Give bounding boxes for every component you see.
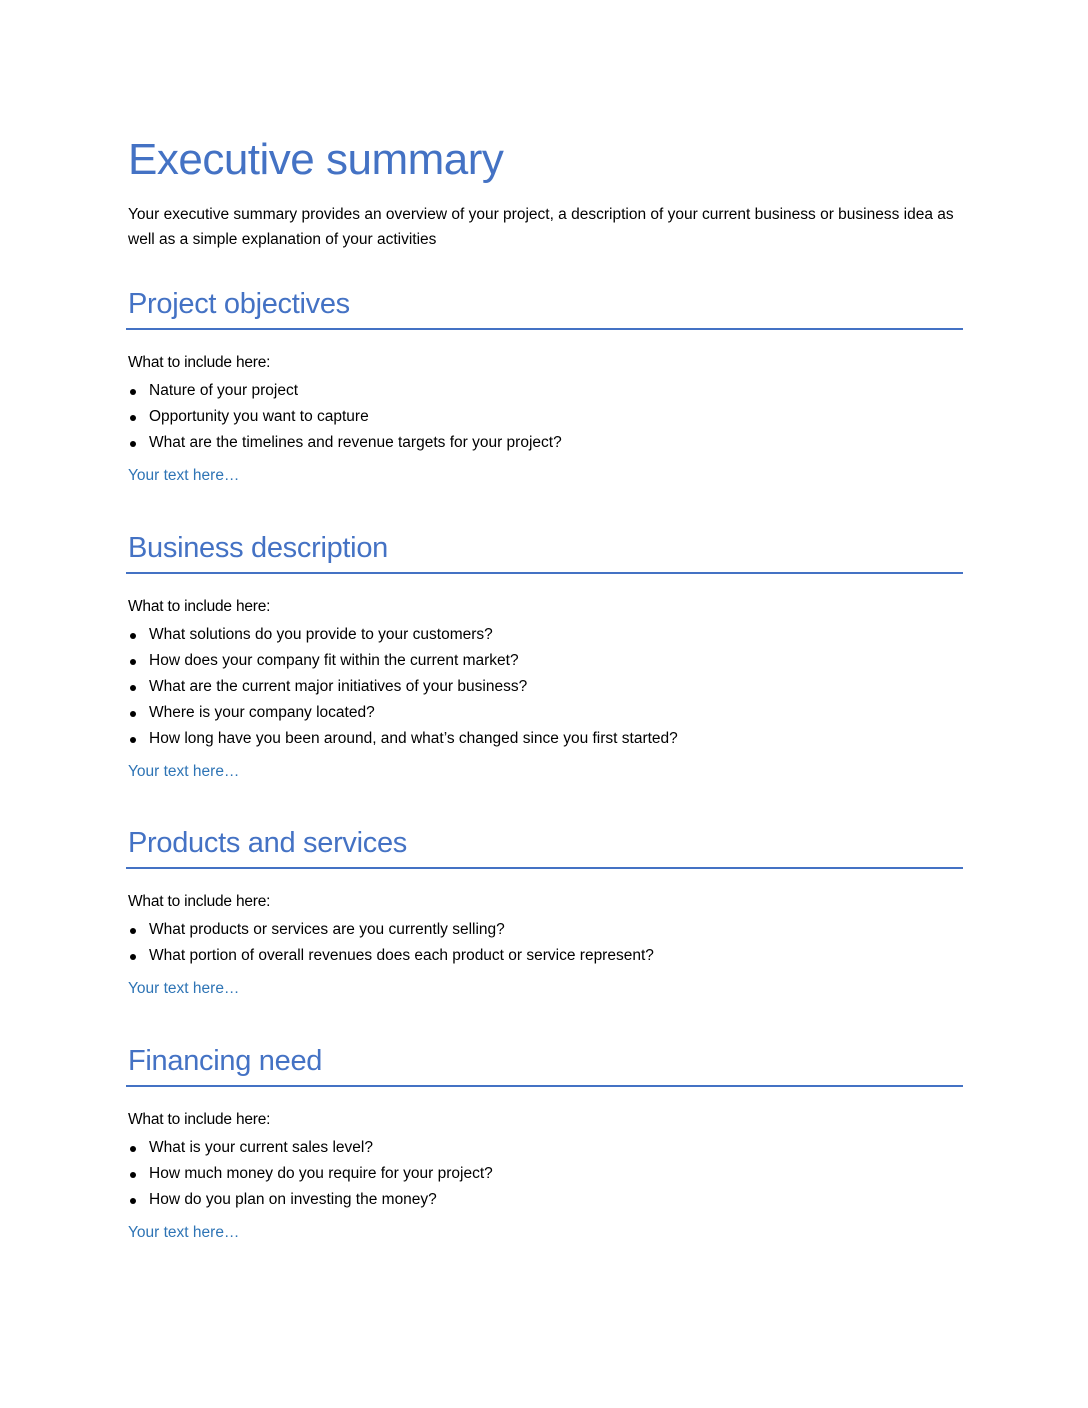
bullet-list xyxy=(128,1135,963,1213)
list-item-text: Opportunity you want to capture xyxy=(149,408,369,425)
list-item-text: What products or services are you currently selling? xyxy=(149,921,505,938)
section-products-and-services xyxy=(126,823,963,1000)
page-title: Executive summary xyxy=(128,135,504,184)
list-item xyxy=(128,378,963,404)
bullet-icon xyxy=(130,1172,136,1178)
text-placeholder[interactable]: Your text here… xyxy=(128,1224,240,1241)
list-item-text: Where is your company located? xyxy=(149,704,375,721)
bullet-icon xyxy=(130,737,136,743)
section-divider xyxy=(126,867,963,869)
intro-paragraph: Your executive summary provides an overview of your project, a description of your current business or business idea as well as a simple explanation of your activities xyxy=(128,206,954,248)
list-item-text: What are the current major initiatives of your business? xyxy=(149,678,528,695)
list-item-text: What solutions do you provide to your customers? xyxy=(149,626,493,643)
include-label: What to include here: xyxy=(128,598,271,615)
section-divider xyxy=(126,328,963,330)
bullet-icon xyxy=(130,1146,136,1152)
list-item xyxy=(128,430,963,456)
bullet-list xyxy=(128,378,963,456)
list-item xyxy=(128,943,963,969)
section-heading: Business description xyxy=(128,532,388,564)
bullet-list xyxy=(128,917,963,969)
bullet-icon xyxy=(130,1198,136,1204)
bullet-icon xyxy=(130,633,136,639)
list-item xyxy=(128,674,963,700)
list-item-text: Nature of your project xyxy=(149,382,299,399)
text-placeholder[interactable]: Your text here… xyxy=(128,763,240,780)
bullet-icon xyxy=(130,659,136,665)
include-label: What to include here: xyxy=(128,1111,271,1128)
list-item xyxy=(128,622,963,648)
include-label: What to include here: xyxy=(128,893,271,910)
text-placeholder[interactable]: Your text here… xyxy=(128,467,240,484)
list-item xyxy=(128,404,963,430)
list-item-text: How do you plan on investing the money? xyxy=(149,1191,437,1208)
bullet-icon xyxy=(130,441,136,447)
list-item xyxy=(128,700,963,726)
list-item xyxy=(128,1135,963,1161)
section-heading: Products and services xyxy=(128,827,407,859)
bullet-list xyxy=(128,622,963,752)
include-label: What to include here: xyxy=(128,354,271,371)
list-item xyxy=(128,726,963,752)
section-divider xyxy=(126,1085,963,1087)
list-item-text: What is your current sales level? xyxy=(149,1139,373,1156)
list-item xyxy=(128,1187,963,1213)
list-item-text: What portion of overall revenues does each product or service represent? xyxy=(149,947,654,964)
list-item xyxy=(128,648,963,674)
bullet-icon xyxy=(130,389,136,395)
section-heading: Financing need xyxy=(128,1045,323,1077)
list-item xyxy=(128,917,963,943)
bullet-icon xyxy=(130,415,136,421)
list-item-text: How long have you been around, and what’s changed since you first started? xyxy=(149,730,678,747)
list-item xyxy=(128,1161,963,1187)
section-divider xyxy=(126,572,963,574)
section-financing-need xyxy=(126,1041,963,1244)
section-heading: Project objectives xyxy=(128,288,350,320)
list-item-text: What are the timelines and revenue targets for your project? xyxy=(149,434,562,451)
section-project-objectives xyxy=(126,284,963,487)
bullet-icon xyxy=(130,928,136,934)
text-placeholder[interactable]: Your text here… xyxy=(128,980,240,997)
bullet-icon xyxy=(130,954,136,960)
list-item-text: How much money do you require for your project? xyxy=(149,1165,493,1182)
bullet-icon xyxy=(130,685,136,691)
bullet-icon xyxy=(130,711,136,717)
list-item-text: How does your company fit within the current market? xyxy=(149,652,519,669)
section-business-description xyxy=(126,528,963,783)
